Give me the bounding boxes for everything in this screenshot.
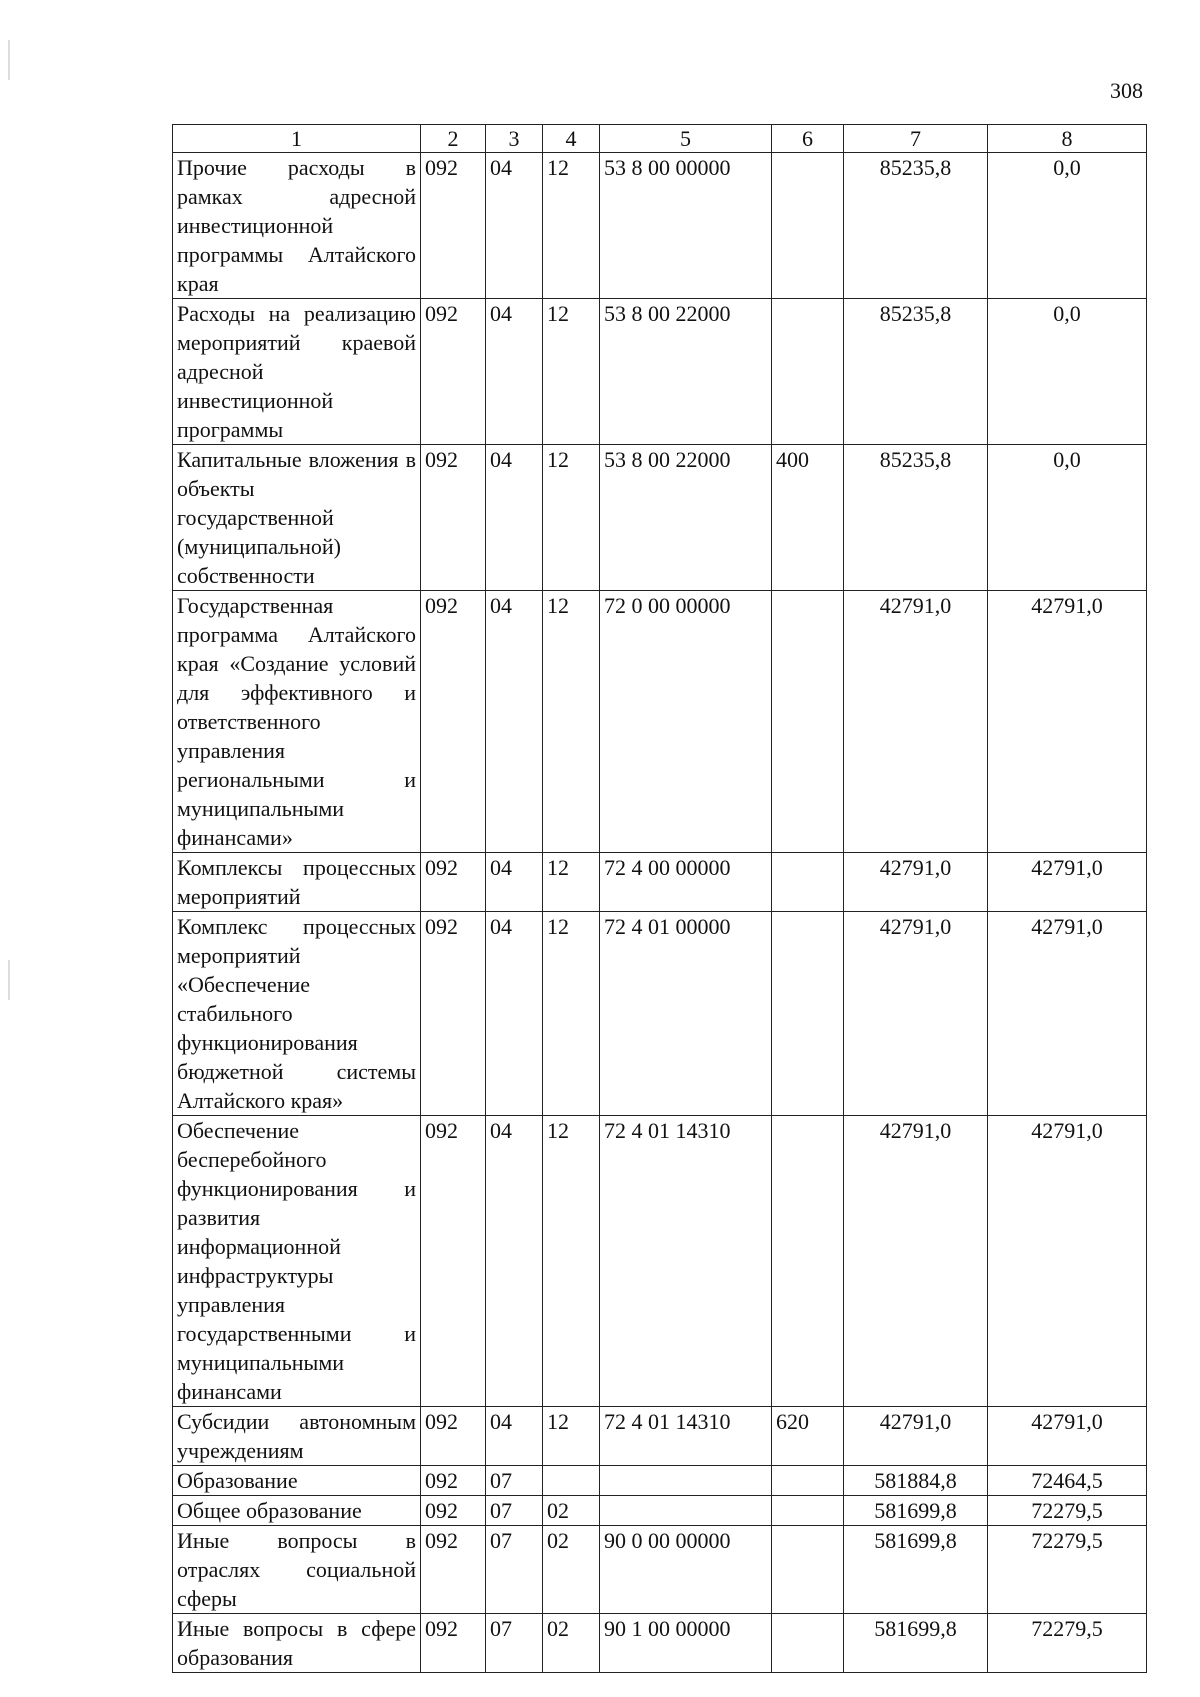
table-header-row (173, 125, 1147, 153)
target-article-code: 72 4 01 14310 (600, 1116, 772, 1407)
table-row (173, 445, 1147, 591)
row-name: Иные вопросы в сфере образования (173, 1614, 421, 1673)
ministry-code: 092 (421, 1116, 486, 1407)
expense-type-code: 620 (772, 1407, 844, 1466)
amount-col7: 581699,8 (844, 1526, 988, 1614)
column-header: 1 (173, 125, 421, 153)
budget-table (172, 124, 1147, 1673)
table-row (173, 1466, 1147, 1496)
subsection-code: 12 (543, 1407, 600, 1466)
amount-col8: 72279,5 (988, 1526, 1147, 1614)
amount-col8: 72279,5 (988, 1614, 1147, 1673)
amount-col8: 0,0 (988, 299, 1147, 445)
ministry-code: 092 (421, 153, 486, 299)
target-article-code: 90 1 00 00000 (600, 1614, 772, 1673)
subsection-code (543, 1466, 600, 1496)
table-row (173, 853, 1147, 912)
page-number: 308 (1110, 78, 1143, 103)
ministry-code: 092 (421, 299, 486, 445)
row-name: Капитальные вложения в объекты государственной (муниципальной) собственности (173, 445, 421, 591)
target-article-code: 72 4 01 14310 (600, 1407, 772, 1466)
section-code: 04 (486, 912, 543, 1116)
row-name: Прочие расходы в рамках адресной инвестиционной программы Алтайского края (173, 153, 421, 299)
row-name: Общее образование (173, 1496, 421, 1526)
ministry-code: 092 (421, 1496, 486, 1526)
amount-col7: 581699,8 (844, 1614, 988, 1673)
amount-col8: 42791,0 (988, 591, 1147, 853)
section-code: 04 (486, 591, 543, 853)
target-article-code: 90 0 00 00000 (600, 1526, 772, 1614)
row-name: Иные вопросы в отраслях социальной сферы (173, 1526, 421, 1614)
amount-col7: 581884,8 (844, 1466, 988, 1496)
expense-type-code: 400 (772, 445, 844, 591)
amount-col8: 72279,5 (988, 1496, 1147, 1526)
section-code: 07 (486, 1496, 543, 1526)
subsection-code: 12 (543, 1116, 600, 1407)
section-code: 04 (486, 1407, 543, 1466)
section-code: 07 (486, 1614, 543, 1673)
row-name: Государственная программа Алтайского края «Создание условий для эффективного и ответственного управления региональными и муниципальными финансами» (173, 591, 421, 853)
ministry-code: 092 (421, 445, 486, 591)
target-article-code: 53 8 00 22000 (600, 445, 772, 591)
table-row (173, 1407, 1147, 1466)
subsection-code: 02 (543, 1526, 600, 1614)
section-code: 04 (486, 153, 543, 299)
target-article-code: 72 4 01 00000 (600, 912, 772, 1116)
amount-col8: 0,0 (988, 153, 1147, 299)
amount-col7: 42791,0 (844, 1407, 988, 1466)
subsection-code: 12 (543, 912, 600, 1116)
table-row (173, 1116, 1147, 1407)
expense-type-code (772, 853, 844, 912)
target-article-code: 72 0 00 00000 (600, 591, 772, 853)
ministry-code: 092 (421, 1526, 486, 1614)
amount-col8: 42791,0 (988, 912, 1147, 1116)
amount-col8: 42791,0 (988, 1407, 1147, 1466)
table-row (173, 299, 1147, 445)
section-code: 04 (486, 445, 543, 591)
scan-margin-mark (8, 960, 10, 1000)
subsection-code: 02 (543, 1614, 600, 1673)
ministry-code: 092 (421, 853, 486, 912)
scan-margin-mark (8, 40, 10, 80)
subsection-code: 12 (543, 153, 600, 299)
amount-col7: 85235,8 (844, 299, 988, 445)
target-article-code (600, 1466, 772, 1496)
expense-type-code (772, 1526, 844, 1614)
table-row (173, 1526, 1147, 1614)
table-row (173, 591, 1147, 853)
column-header: 7 (844, 125, 988, 153)
section-code: 04 (486, 299, 543, 445)
subsection-code: 12 (543, 445, 600, 591)
row-name: Образование (173, 1466, 421, 1496)
ministry-code: 092 (421, 1466, 486, 1496)
table-row (173, 1614, 1147, 1673)
expense-type-code (772, 153, 844, 299)
column-header: 2 (421, 125, 486, 153)
ministry-code: 092 (421, 1614, 486, 1673)
column-header: 3 (486, 125, 543, 153)
table-row (173, 153, 1147, 299)
row-name: Расходы на реализацию мероприятий краевой адресной инвестиционной программы (173, 299, 421, 445)
target-article-code: 53 8 00 00000 (600, 153, 772, 299)
section-code: 07 (486, 1526, 543, 1614)
column-header: 5 (600, 125, 772, 153)
amount-col8: 0,0 (988, 445, 1147, 591)
ministry-code: 092 (421, 912, 486, 1116)
expense-type-code (772, 912, 844, 1116)
row-name: Субсидии автономным учреждениям (173, 1407, 421, 1466)
expense-type-code (772, 1116, 844, 1407)
column-header: 8 (988, 125, 1147, 153)
table-row (173, 1496, 1147, 1526)
expense-type-code (772, 1614, 844, 1673)
expense-type-code (772, 1466, 844, 1496)
amount-col7: 85235,8 (844, 445, 988, 591)
table-row (173, 912, 1147, 1116)
amount-col7: 42791,0 (844, 912, 988, 1116)
amount-col8: 72464,5 (988, 1466, 1147, 1496)
target-article-code: 72 4 00 00000 (600, 853, 772, 912)
section-code: 07 (486, 1466, 543, 1496)
ministry-code: 092 (421, 1407, 486, 1466)
subsection-code: 02 (543, 1496, 600, 1526)
column-header: 6 (772, 125, 844, 153)
section-code: 04 (486, 853, 543, 912)
subsection-code: 12 (543, 591, 600, 853)
amount-col7: 42791,0 (844, 591, 988, 853)
amount-col7: 42791,0 (844, 853, 988, 912)
row-name: Комплексы процессных мероприятий (173, 853, 421, 912)
amount-col8: 42791,0 (988, 1116, 1147, 1407)
expense-type-code (772, 591, 844, 853)
amount-col8: 42791,0 (988, 853, 1147, 912)
subsection-code: 12 (543, 299, 600, 445)
ministry-code: 092 (421, 591, 486, 853)
amount-col7: 85235,8 (844, 153, 988, 299)
expense-type-code (772, 299, 844, 445)
amount-col7: 42791,0 (844, 1116, 988, 1407)
row-name: Комплекс процессных мероприятий «Обеспечение стабильного функционирования бюджетной системы Алтайского края» (173, 912, 421, 1116)
expense-type-code (772, 1496, 844, 1526)
row-name: Обеспечение бесперебойного функционирования и развития информационной инфраструктуры управления государственными и муниципальными финансами (173, 1116, 421, 1407)
section-code: 04 (486, 1116, 543, 1407)
target-article-code: 53 8 00 22000 (600, 299, 772, 445)
column-header: 4 (543, 125, 600, 153)
subsection-code: 12 (543, 853, 600, 912)
target-article-code (600, 1496, 772, 1526)
amount-col7: 581699,8 (844, 1496, 988, 1526)
